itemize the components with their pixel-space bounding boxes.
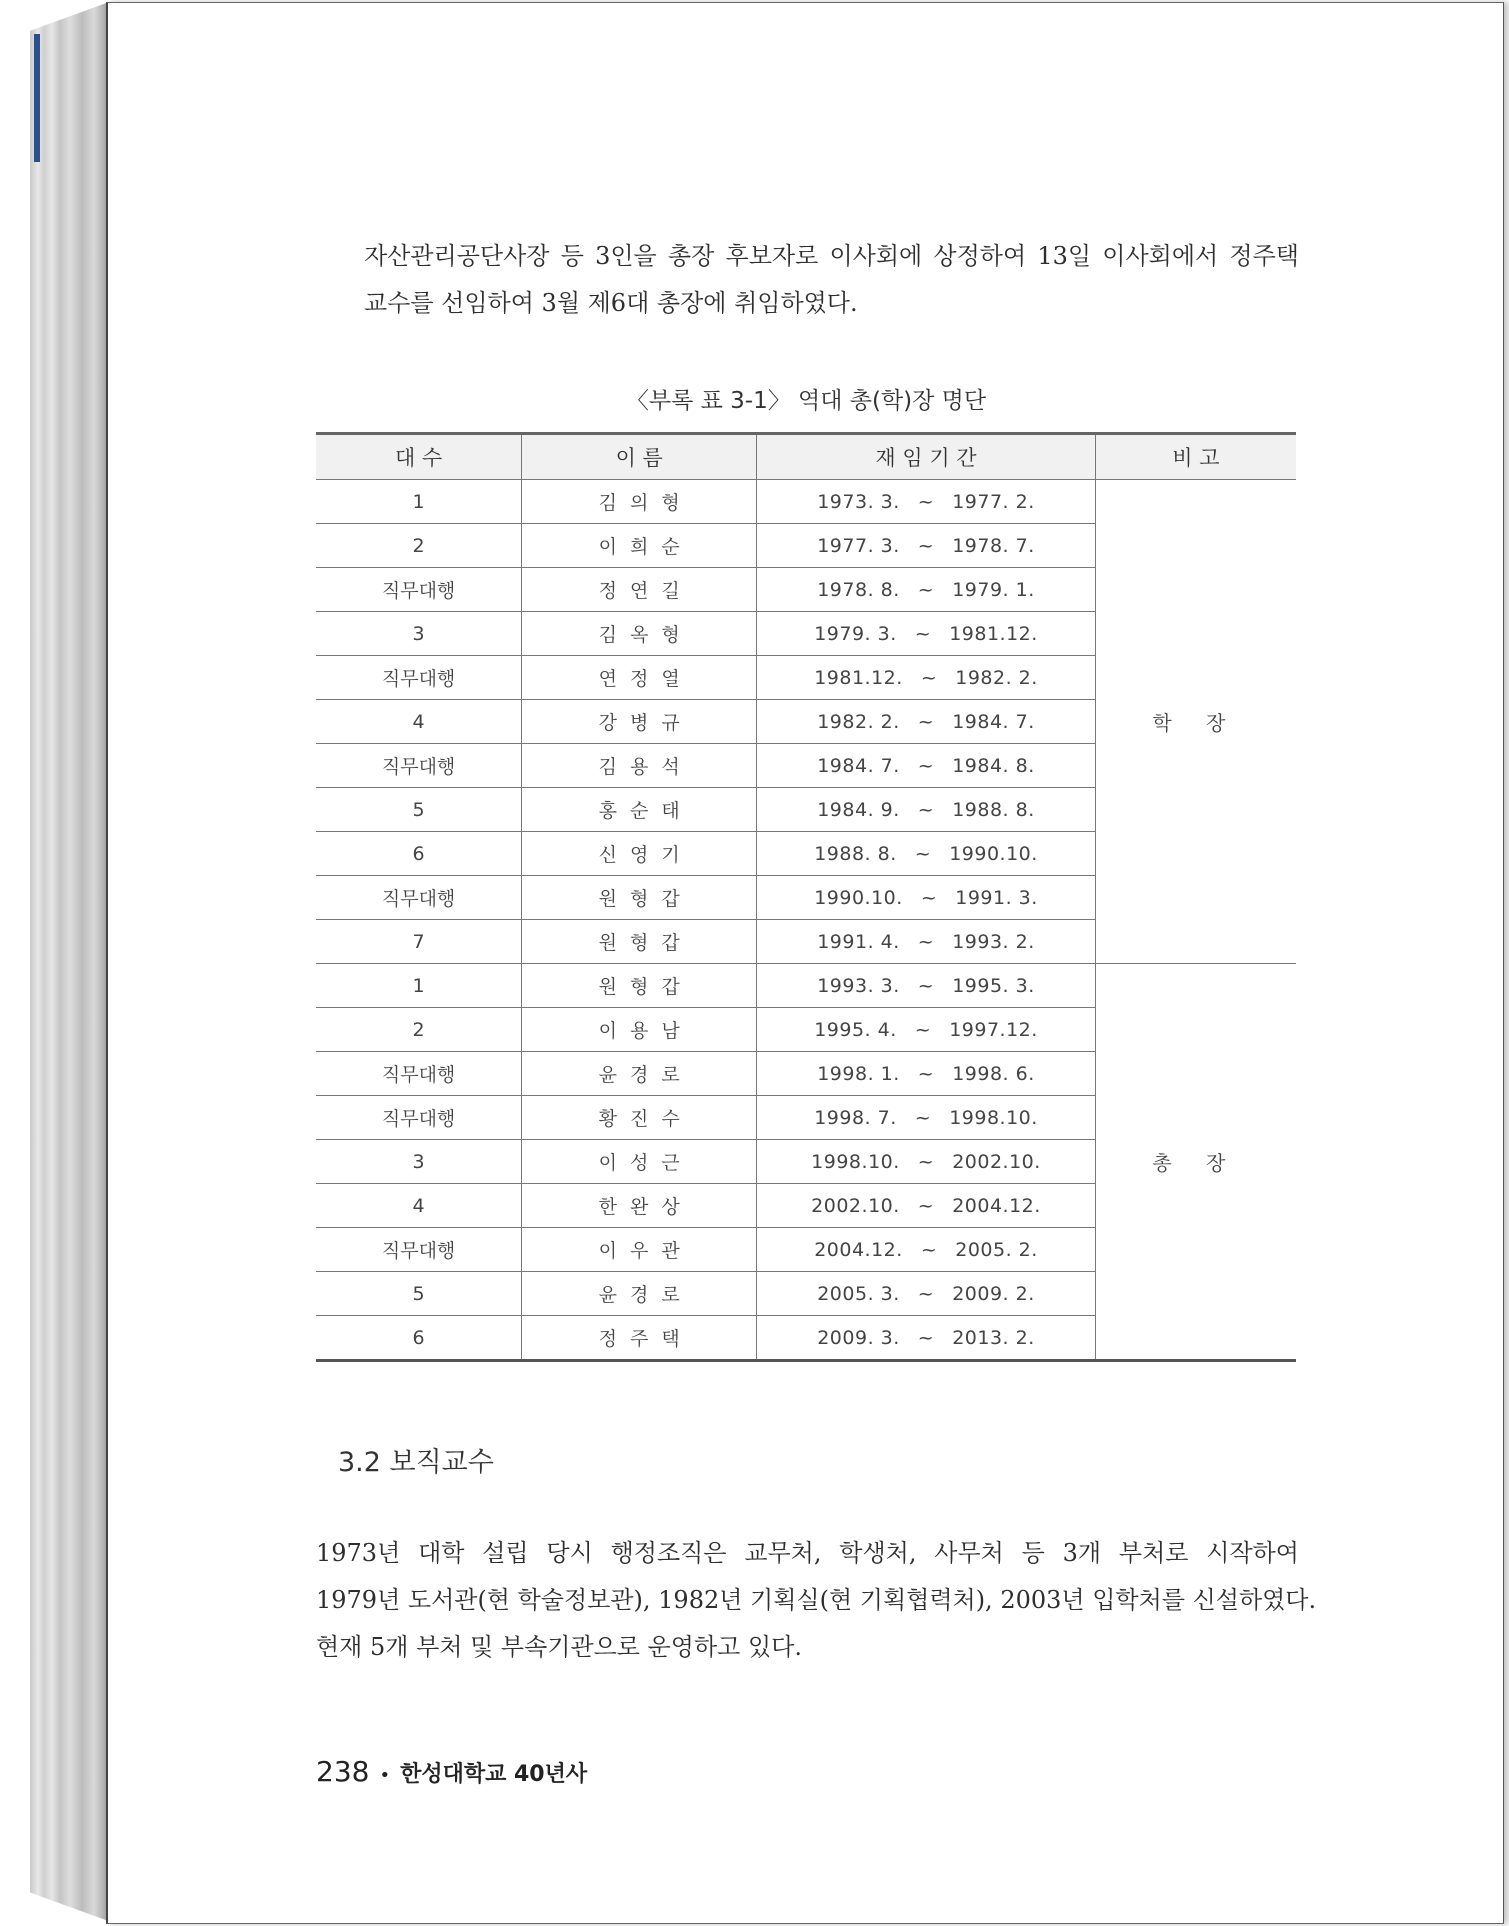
term-tilde: ~ bbox=[920, 1238, 938, 1261]
term-tilde: ~ bbox=[917, 1062, 935, 1085]
term-tilde: ~ bbox=[917, 490, 935, 513]
table-header-row bbox=[316, 434, 1296, 480]
term-start: 2009. 3. bbox=[817, 1326, 900, 1349]
term-end: 2013. 2. bbox=[952, 1326, 1035, 1349]
term-tilde: ~ bbox=[917, 798, 935, 821]
cell-generation: 5 bbox=[316, 1272, 522, 1316]
cell-generation: 2 bbox=[316, 524, 522, 568]
term-end: 2005. 2. bbox=[955, 1238, 1038, 1261]
cell-name: 김옥형 bbox=[522, 612, 757, 656]
cell-generation: 7 bbox=[316, 920, 522, 964]
term-start: 1978. 8. bbox=[817, 578, 900, 601]
term-end: 1979. 1. bbox=[952, 578, 1035, 601]
cell-name: 김의형 bbox=[522, 480, 757, 524]
term-tilde: ~ bbox=[920, 666, 938, 689]
cell-term bbox=[757, 1184, 1096, 1228]
cell-generation: 3 bbox=[316, 612, 522, 656]
cell-generation: 3 bbox=[316, 1140, 522, 1184]
term-end: 1988. 8. bbox=[952, 798, 1035, 821]
intro-line: 자산관리공단사장 등 3인을 총장 후보자로 이사회에 상정하여 13일 이사회에서 정주택 bbox=[364, 242, 1299, 270]
intro-line: 교수를 선임하여 3월 제6대 총장에 취임하였다. bbox=[364, 289, 858, 317]
section-line: 1973년 대학 설립 당시 행정조직은 교무처, 학생처, 사무처 등 3개 부처로 시작하여 bbox=[316, 1539, 1299, 1567]
term-start: 1998.10. bbox=[811, 1150, 900, 1173]
term-end: 1981.12. bbox=[949, 622, 1038, 645]
term-start: 2004.12. bbox=[814, 1238, 903, 1261]
cell-term bbox=[757, 744, 1096, 788]
term-end: 1995. 3. bbox=[952, 974, 1035, 997]
cell-name: 연정열 bbox=[522, 656, 757, 700]
term-end: 1984. 7. bbox=[952, 710, 1035, 733]
cell-name: 정주택 bbox=[522, 1316, 757, 1361]
cell-term bbox=[757, 612, 1096, 656]
header-note: 비 고 bbox=[1095, 434, 1296, 480]
cell-term bbox=[757, 876, 1096, 920]
term-start: 1984. 9. bbox=[817, 798, 900, 821]
cell-name: 홍순태 bbox=[522, 788, 757, 832]
term-tilde: ~ bbox=[917, 578, 935, 601]
cell-name: 이성근 bbox=[522, 1140, 757, 1184]
cell-generation: 직무대행 bbox=[316, 656, 522, 700]
term-tilde: ~ bbox=[917, 974, 935, 997]
term-tilde: ~ bbox=[914, 842, 932, 865]
cell-generation: 직무대행 bbox=[316, 744, 522, 788]
term-start: 2005. 3. bbox=[817, 1282, 900, 1305]
term-tilde: ~ bbox=[917, 1326, 935, 1349]
term-start: 1990.10. bbox=[814, 886, 903, 909]
cell-generation: 직무대행 bbox=[316, 1052, 522, 1096]
cell-term bbox=[757, 700, 1096, 744]
header-term: 재 임 기 간 bbox=[757, 434, 1096, 480]
term-tilde: ~ bbox=[917, 1150, 935, 1173]
term-start: 1981.12. bbox=[814, 666, 903, 689]
section-heading: 3.2 보직교수 bbox=[338, 1447, 494, 1478]
term-tilde: ~ bbox=[914, 1106, 932, 1129]
section-paragraph bbox=[316, 1530, 1317, 1671]
cell-generation: 4 bbox=[316, 700, 522, 744]
cell-generation: 5 bbox=[316, 788, 522, 832]
term-end: 2002.10. bbox=[952, 1150, 1041, 1173]
term-end: 1977. 2. bbox=[952, 490, 1035, 513]
term-tilde: ~ bbox=[920, 886, 938, 909]
term-end: 1998.10. bbox=[949, 1106, 1038, 1129]
cell-term bbox=[757, 568, 1096, 612]
term-tilde: ~ bbox=[917, 1194, 935, 1217]
term-start: 1998. 1. bbox=[817, 1062, 900, 1085]
term-tilde: ~ bbox=[917, 1282, 935, 1305]
term-end: 2009. 2. bbox=[952, 1282, 1035, 1305]
term-start: 1995. 4. bbox=[814, 1018, 897, 1041]
table-body bbox=[316, 480, 1296, 1361]
cell-name: 김용석 bbox=[522, 744, 757, 788]
term-end: 1993. 2. bbox=[952, 930, 1035, 953]
term-tilde: ~ bbox=[917, 930, 935, 953]
page-number: 238 bbox=[316, 1755, 370, 1788]
cell-generation: 1 bbox=[316, 964, 522, 1008]
table-caption: 〈부록 표 3-1〉 역대 총(학)장 명단 bbox=[625, 388, 987, 414]
term-end: 1982. 2. bbox=[955, 666, 1038, 689]
term-start: 1979. 3. bbox=[814, 622, 897, 645]
table-row bbox=[316, 964, 1296, 1008]
cell-name: 이용남 bbox=[522, 1008, 757, 1052]
cell-term bbox=[757, 1316, 1096, 1361]
term-end: 1990.10. bbox=[949, 842, 1038, 865]
cell-term bbox=[757, 964, 1096, 1008]
term-tilde: ~ bbox=[917, 754, 935, 777]
term-start: 1998. 7. bbox=[814, 1106, 897, 1129]
header-name: 이 름 bbox=[522, 434, 757, 480]
term-end: 2004.12. bbox=[952, 1194, 1041, 1217]
cell-generation: 6 bbox=[316, 832, 522, 876]
cell-term bbox=[757, 1052, 1096, 1096]
cell-note: 학 장 bbox=[1095, 480, 1296, 964]
cell-term bbox=[757, 1008, 1096, 1052]
cell-generation: 6 bbox=[316, 1316, 522, 1361]
term-start: 1984. 7. bbox=[817, 754, 900, 777]
section-line: 1979년 도서관(현 학술정보관), 1982년 기획실(현 기획협력처), 2003년 입학처를 신설하였다. bbox=[316, 1586, 1317, 1614]
cell-name: 원형갑 bbox=[522, 920, 757, 964]
cell-generation: 직무대행 bbox=[316, 1096, 522, 1140]
cell-term bbox=[757, 832, 1096, 876]
cell-name: 신영기 bbox=[522, 832, 757, 876]
term-end: 1991. 3. bbox=[955, 886, 1038, 909]
term-start: 1993. 3. bbox=[817, 974, 900, 997]
term-end: 1984. 8. bbox=[952, 754, 1035, 777]
table-row bbox=[316, 480, 1296, 524]
term-tilde: ~ bbox=[917, 534, 935, 557]
cell-generation: 직무대행 bbox=[316, 1228, 522, 1272]
cell-term bbox=[757, 480, 1096, 524]
book-top-corner bbox=[30, 0, 106, 40]
term-start: 1973. 3. bbox=[817, 490, 900, 513]
cell-note: 총 장 bbox=[1095, 964, 1296, 1361]
cell-term bbox=[757, 788, 1096, 832]
book-title: 한성대학교 40년사 bbox=[400, 1762, 588, 1787]
cell-generation: 2 bbox=[316, 1008, 522, 1052]
cell-name: 윤경로 bbox=[522, 1272, 757, 1316]
book-page-stack bbox=[30, 0, 106, 1926]
cell-name: 윤경로 bbox=[522, 1052, 757, 1096]
cell-term bbox=[757, 1096, 1096, 1140]
intro-paragraph bbox=[364, 233, 1299, 327]
cell-name: 황진수 bbox=[522, 1096, 757, 1140]
cell-term bbox=[757, 1228, 1096, 1272]
term-end: 1978. 7. bbox=[952, 534, 1035, 557]
footer-bullet: • bbox=[379, 1765, 391, 1786]
term-end: 1998. 6. bbox=[952, 1062, 1035, 1085]
cell-name: 이희순 bbox=[522, 524, 757, 568]
cell-name: 원형갑 bbox=[522, 964, 757, 1008]
president-roster-table bbox=[316, 432, 1296, 1362]
term-end: 1997.12. bbox=[949, 1018, 1038, 1041]
cell-term bbox=[757, 1272, 1096, 1316]
cell-generation: 4 bbox=[316, 1184, 522, 1228]
cell-term bbox=[757, 1140, 1096, 1184]
cell-name: 이우관 bbox=[522, 1228, 757, 1272]
cell-generation: 1 bbox=[316, 480, 522, 524]
book-bottom-corner bbox=[30, 1880, 106, 1926]
cell-term bbox=[757, 920, 1096, 964]
term-start: 1988. 8. bbox=[814, 842, 897, 865]
cell-name: 한완상 bbox=[522, 1184, 757, 1228]
cell-generation: 직무대행 bbox=[316, 568, 522, 612]
cell-term bbox=[757, 656, 1096, 700]
cell-name: 원형갑 bbox=[522, 876, 757, 920]
cell-generation: 직무대행 bbox=[316, 876, 522, 920]
section-line: 현재 5개 부처 및 부속기관으로 운영하고 있다. bbox=[316, 1633, 802, 1661]
term-start: 1991. 4. bbox=[817, 930, 900, 953]
cell-name: 강병규 bbox=[522, 700, 757, 744]
term-start: 1982. 2. bbox=[817, 710, 900, 733]
term-tilde: ~ bbox=[917, 710, 935, 733]
page-footer bbox=[316, 1755, 587, 1788]
term-tilde: ~ bbox=[914, 622, 932, 645]
term-tilde: ~ bbox=[914, 1018, 932, 1041]
cell-name: 정연길 bbox=[522, 568, 757, 612]
term-start: 1977. 3. bbox=[817, 534, 900, 557]
header-generation: 대 수 bbox=[316, 434, 522, 480]
term-start: 2002.10. bbox=[811, 1194, 900, 1217]
cell-term bbox=[757, 524, 1096, 568]
